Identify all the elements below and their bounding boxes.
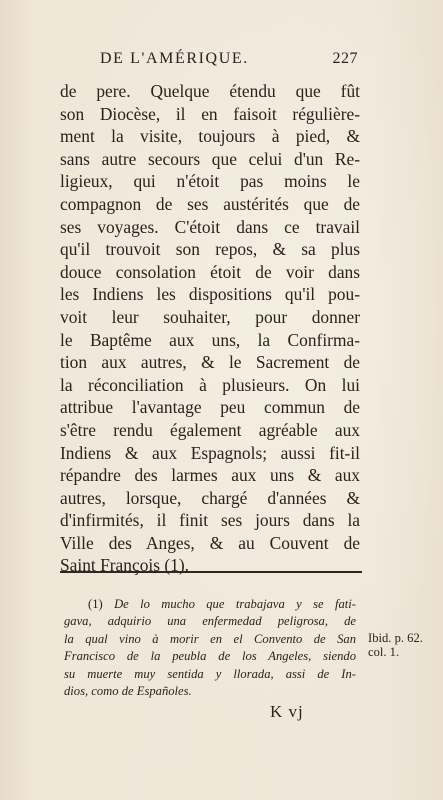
- text-line: de pere. Quelque étendu que fût: [60, 81, 360, 101]
- text-line: son Diocèse, il en faisoit régulière-: [60, 103, 360, 124]
- signature-mark: K vj: [270, 702, 304, 721]
- text-line: les Indiens les dispositions qu'il pou-: [60, 284, 360, 305]
- text-line: tion aux autres, & le Sacrement de: [60, 352, 360, 373]
- footnote-line: dios, como de Españoles.: [64, 684, 192, 699]
- text-line: qu'il trouvoit son repos, & sa plus: [60, 239, 360, 260]
- footnote-text: De lo mucho que trabajava y se fati-: [114, 597, 356, 611]
- footnote-line: Francisco de la peubla de los Angeles, siendo: [64, 649, 356, 664]
- text-line: sans autre secours que celui d'un Re-: [60, 148, 360, 169]
- text-line: ses voyages. C'étoit dans ce travail: [60, 216, 360, 237]
- marginal-note-line: Ibid. p. 62.: [368, 631, 423, 645]
- text-line: attribue l'avantage peu commun de: [60, 397, 360, 418]
- text-line: douce consolation étoit de voir dans: [60, 261, 360, 282]
- text-line: compagnon de ses austérités que de: [60, 193, 360, 214]
- footnote-line: gava, adquirio una enfermedad peligrosa, de: [64, 614, 356, 629]
- text-line: ligieux, qui n'étoit pas moins le: [60, 171, 360, 192]
- running-head: [100, 50, 358, 68]
- running-head-title: DE L'AMÉRIQUE.: [100, 50, 249, 67]
- footnote-line: su muerte muy sentida y llorada, assi de In-: [64, 666, 356, 681]
- footnote-divider: [60, 571, 362, 573]
- text-line: autres, lorsque, chargé d'années &: [60, 487, 360, 508]
- text-line: répandre des larmes aux uns & aux: [60, 465, 360, 486]
- text-line: Ville des Anges, & au Couvent de: [60, 532, 360, 553]
- main-text: [60, 80, 360, 577]
- marginal-note: [368, 631, 423, 659]
- footnote-line: la qual vino à morir en el Convento de San: [64, 631, 356, 646]
- footnote-line: [64, 596, 356, 613]
- text-line: la réconciliation à plusieurs. On lui: [60, 374, 360, 395]
- text-line: le Baptême aux uns, la Confirma-: [60, 329, 360, 350]
- text-line: Saint François (1).: [60, 555, 189, 576]
- text-line: d'infirmités, il finit ses jours dans la: [60, 510, 360, 531]
- marginal-note-line: col. 1.: [368, 645, 400, 659]
- footnote-marker: (1): [88, 597, 103, 611]
- text-line: ment la visite, toujours à pied, &: [60, 126, 360, 147]
- text-line: Indiens & aux Espagnols; aussi fit-il: [60, 442, 360, 463]
- text-line: s'être rendu également agréable aux: [60, 419, 360, 440]
- footnote: [64, 596, 356, 700]
- text-line: voit leur souhaiter, pour donner: [60, 306, 360, 327]
- page-number: 227: [332, 50, 358, 67]
